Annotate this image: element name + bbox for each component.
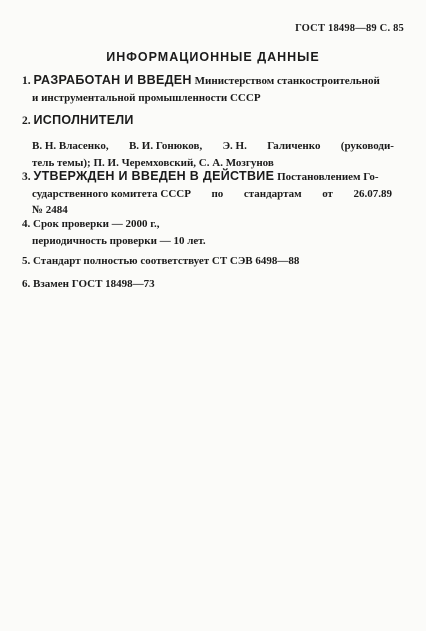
info-item-1 — [22, 72, 392, 106]
item-text-line-2 — [22, 186, 392, 203]
info-item-5 — [22, 253, 392, 270]
info-item-6 — [22, 276, 392, 293]
item-number: 4. — [22, 218, 31, 230]
item-number: 6. — [22, 278, 31, 290]
item-number: 3. — [22, 171, 31, 183]
contributor-role: (руководи- — [340, 140, 394, 152]
contributor-name: В. Н. Власенко, — [32, 140, 109, 152]
item-text: Взамен ГОСТ 18498—73 — [33, 278, 155, 290]
text-fragment: сударственного комитета СССР — [32, 187, 191, 200]
decree-date: 26.07.89 — [353, 187, 392, 200]
contributor-surname: Галиченко — [267, 140, 321, 152]
item-number: 2. — [22, 115, 31, 127]
info-item-3 — [22, 168, 392, 219]
item-text: Постановлением Го- — [277, 171, 379, 183]
page-header: ГОСТ 18498—89 С. 85 — [295, 23, 404, 34]
item-text: Стандарт полностью соответствует СТ СЭВ 6498—88 — [33, 255, 300, 267]
item-text-continued: периодичность проверки — 10 лет. — [32, 234, 206, 247]
item-number: 1. — [22, 75, 31, 87]
decree-number: № 2484 — [32, 204, 68, 216]
item-number: 5. — [22, 255, 31, 267]
item-heading: РАЗРАБОТАН И ВВЕДЕН — [33, 73, 192, 87]
contributors-line-1 — [32, 138, 394, 155]
item-text-continued: и инструментальной промышленности СССР — [32, 91, 261, 104]
text-fragment: по — [211, 187, 224, 200]
item-text: Министерством станкостроительной — [194, 75, 380, 87]
text-fragment: от — [322, 187, 333, 200]
contributors-text — [32, 138, 394, 171]
text-fragment: стандартам — [243, 187, 302, 200]
item-heading: ИСПОЛНИТЕЛИ — [33, 113, 134, 127]
contributor-initials: Э. Н. — [222, 140, 247, 152]
section-title: ИНФОРМАЦИОННЫЕ ДАННЫЕ — [106, 50, 320, 64]
contributor-name: В. И. Гонюков, — [128, 140, 203, 152]
info-item-4 — [22, 216, 392, 249]
item-heading: УТВЕРЖДЕН И ВВЕДЕН В ДЕЙСТВИЕ — [33, 169, 275, 183]
info-item-2 — [22, 112, 392, 130]
contributors-line-2: тель темы); П. И. Черемховский, С. А. Мозгунов — [32, 156, 274, 169]
item-text: Срок проверки — 2000 г., — [33, 218, 160, 230]
